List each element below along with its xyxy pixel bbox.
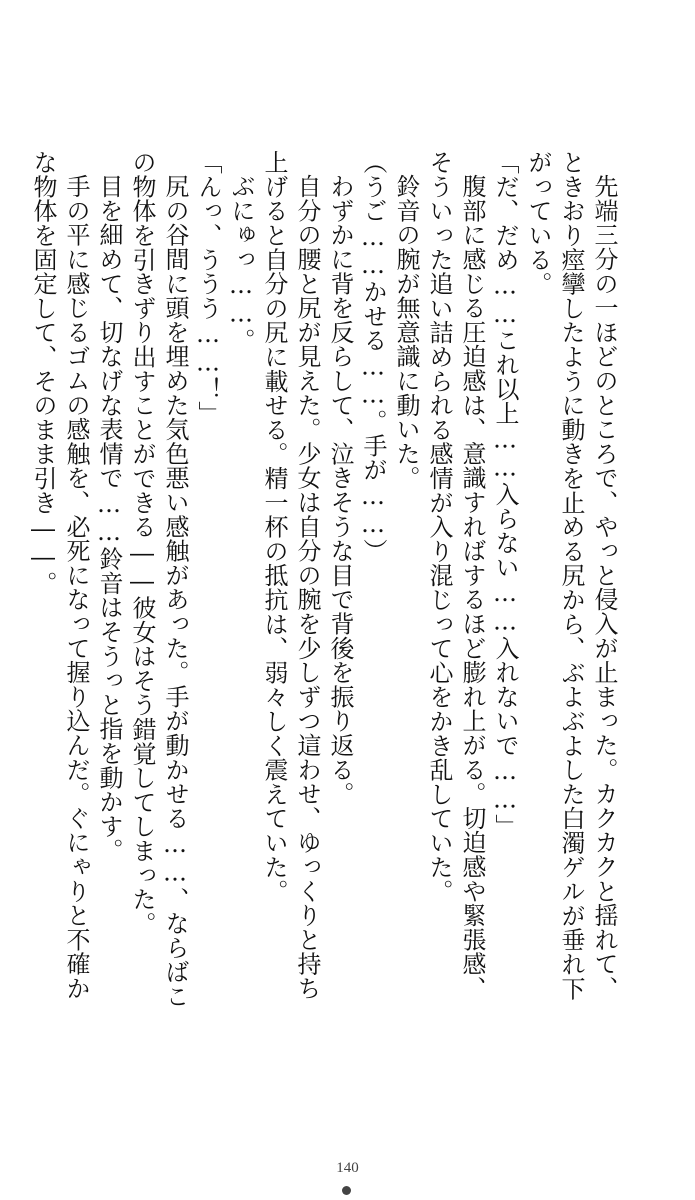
page-marker-dot [342,1186,351,1195]
dialogue-line: 「んっ、ううう……！」 [194,150,222,426]
thought-line: （うご……かせる……。手が……） [359,150,387,563]
paragraph: 先端三分の一ほどのところで、やっと侵入が止まった。カクカクと揺れて、ときおり痙攣したように動きを止める尻から、ぶよぶよした白濁ゲルが垂れ下がっている。 [524,150,618,1001]
paragraph: 鈴音の腕が無意識に動いた。 [392,174,420,490]
paragraph: 尻の谷間に頭を埋めた気色悪い感触があった。手が動かせる……、ならばこの物体を引きずり出すことができる――彼女はそう錯覚してしまった。 [128,150,189,1009]
paragraph: ぶにゅっ……。 [227,174,255,353]
paragraph: 自分の腰と尻が見えた。少女は自分の腕を少しずつ這わせ、ゆっくりと持ち上げると自分の尻に載せる。精一杯の抵抗は、弱々しく震えていた。 [260,150,321,1001]
dialogue-line: 「だ、だめ……これ以上……入らない……入れないで……」 [491,150,519,839]
paragraph: 手の平に感じるゴムの感触を、必死になって握り込んだ。ぐにゃりと不確かな物体を固定して、そのまま引き――。 [29,150,90,1001]
paragraph: わずかに背を反らして、泣きそうな目で背後を振り返る。 [326,174,354,806]
page-number: 140 [336,1160,359,1176]
paragraph: 腹部に感じる圧迫感は、意識すればするほど膨れ上がる。切迫感や緊張感、そういった追い詰められる感情が入り混じって心をかき乱していた。 [425,150,486,1001]
paragraph: 目を細めて、切なげな表情で……鈴音はそうっと指を動かす。 [95,174,123,863]
vertical-text-body [29,150,620,1010]
